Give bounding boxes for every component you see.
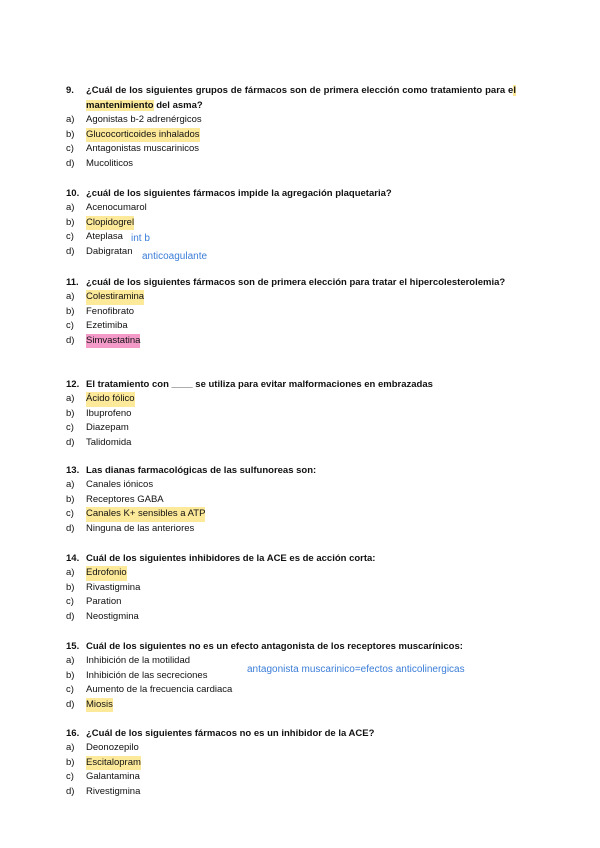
option-d: d) Miosis [66,698,516,713]
option-a: a) Inhibición de la motilidad [66,655,191,666]
highlighted-answer: Escitalopram [86,756,141,771]
option-b: b) Receptores GABA [66,493,164,505]
option-c: c) Paration [66,596,122,608]
option-b: b) Escitalopram [66,756,516,771]
option-d: d) Ninguna de las anteriores [66,522,195,534]
highlighted-answer: Colestiramina [86,290,144,305]
question-15 [66,639,516,712]
question-number: 16. [66,728,80,739]
highlighted-answer: Clopidogrel [86,216,134,231]
option-d: d) Mucoliticos [66,157,133,169]
option-a: a) Canales iónicos [66,479,154,490]
question-text: ¿cuál de los siguientes fármacos son de primera elección para tratar el hipercolesterolemia? [86,277,506,288]
highlighted-answer: Canales K+ sensibles a ATP [86,507,205,522]
question-number: 14. [66,553,80,564]
highlighted-answer: Ácido fólico [86,392,135,407]
question-number: 9. [66,85,74,96]
question-14 [66,551,516,624]
question-text: ¿Cuál de los siguientes grupos de fármacos son de primera elección como tratamiento para el mantenimiento del asma? [86,85,516,111]
option-b: b) Rivastigmina [66,581,141,593]
question-number: 13. [66,465,80,476]
question-number: 10. [66,188,80,199]
question-text: Cuál de los siguientes inhibidores de la ACE es de acción corta: [86,553,376,564]
question-number: 15. [66,641,80,652]
option-c: c) Diazepam [66,422,129,434]
question-text: Cuál de los siguientes no es un efecto antagonista de los receptores muscarínicos: [86,641,463,652]
annotation-int-b: int b [131,233,150,244]
option-a: a) Colestiramina [66,290,516,305]
option-c: c) Ateplasa [66,231,123,243]
option-d: d) Simvastatina [66,334,516,349]
question-text: Las dianas farmacológicas de las sulfunoreas son: [86,465,317,476]
question-16 [66,726,516,799]
option-a: a) Deonozepilo [66,742,139,753]
option-a: a) Edrofonio [66,566,516,581]
question-11 [66,275,516,348]
question-10 [66,186,516,259]
question-text: ¿cuál de los siguientes fármacos impide la agregación plaquetaria? [86,188,392,199]
option-c: c) Antagonistas muscarinicos [66,143,199,155]
option-d: d) Dabigratan [66,245,133,257]
question-number: 12. [66,379,80,390]
option-b: b) Fenofibrato [66,305,135,317]
option-d: d) Talidomida [66,436,132,448]
option-c: c) Galantamina [66,771,140,783]
option-d: d) Neostigmina [66,610,139,622]
question-text: El tratamiento con ____ se utiliza para evitar malformaciones en embrazadas [86,379,433,390]
highlighted-answer-pink: Simvastatina [86,334,140,349]
option-a: a) Ácido fólico [66,392,516,407]
option-a: a) Agonistas b-2 adrenérgicos [66,114,202,125]
option-b: b) Glucocorticoides inhalados [66,128,516,143]
option-d: d) Rivestigmina [66,785,141,797]
highlighted-answer: Edrofonio [86,566,127,581]
question-13 [66,463,516,536]
question-9 [66,83,516,171]
option-b: b) Ibuprofeno [66,407,132,419]
option-a: a) Acenocumarol [66,202,147,213]
annotation-antagonista-muscarinico: antagonista muscarinico=efectos anticolinergicas [247,664,465,675]
question-text: ¿Cuál de los siguientes fármacos no es un inhibidor de la ACE? [86,728,375,739]
option-c: c) Ezetimiba [66,320,128,332]
question-12 [66,377,516,450]
question-number: 11. [66,277,79,288]
highlighted-answer: Glucocorticoides inhalados [86,128,200,143]
annotation-anticoagulante: anticoagulante [142,251,208,262]
option-b: b) Inhibición de las secreciones [66,669,208,681]
option-c: c) Aumento de la frecuencia cardiaca [66,684,233,696]
highlighted-answer: Miosis [86,698,113,713]
option-b: b) Clopidogrel [66,216,516,231]
option-c: c) Canales K+ sensibles a ATP [66,507,516,522]
